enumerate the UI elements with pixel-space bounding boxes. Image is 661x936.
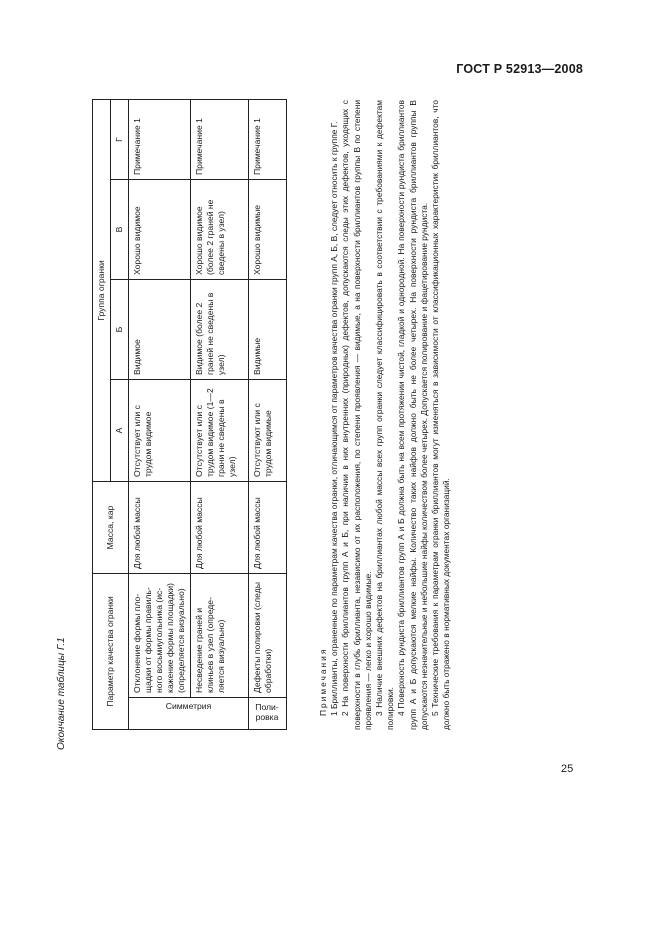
group-a-cell: Отсутствуют или с трудом видимые xyxy=(249,380,287,482)
mass-cell: Для любой массы xyxy=(249,482,287,574)
group-c-cell: Хорошо видимое xyxy=(129,180,191,280)
param-cell: Несведение граней и клиньев в узел (опреде-ляется визуально) xyxy=(191,574,249,698)
group-d-cell: Примечание 1 xyxy=(191,99,249,179)
notes-block xyxy=(318,100,452,730)
page-number: 25 xyxy=(561,763,574,775)
mass-cell: Для любой массы xyxy=(191,482,249,574)
category-symmetry: Симметрия xyxy=(129,698,249,730)
quality-table xyxy=(92,99,287,730)
group-b-cell: Видимые xyxy=(249,280,287,380)
group-a-cell: Отсутствует или с трудом видимое xyxy=(129,380,191,482)
group-c-header: В xyxy=(111,180,129,280)
group-d-header: Г xyxy=(111,99,129,179)
rotated-content xyxy=(56,95,452,750)
group-b-cell: Видимое xyxy=(129,280,191,380)
note-item: 5 Технические требования к параметрам огранки бриллиантов могут изменяться в зависимости от классификационных характеристик бриллиантов, что должно быть отражено в нормативных документах организаций. xyxy=(430,100,452,730)
param-cell: Отклонение формы пло-щадки от формы правиль-ного восьмиугольника (ис-кажение формы площадки) (определяется визуально) xyxy=(129,574,191,698)
table-row xyxy=(129,99,191,729)
group-c-cell: Хорошо видимые xyxy=(249,180,287,280)
category-polish: Поли-ровка xyxy=(249,698,287,730)
table-caption: Окончание таблицы Г.1 xyxy=(56,637,67,750)
notes-title: Примечания xyxy=(318,647,328,716)
group-b-header: Б xyxy=(111,280,129,380)
note-item: 3 Наличие внешних дефектов на бриллиантах любой массы всех групп огранки следует классифицировать в соответствии с требованиями к дефектам полировки. xyxy=(374,100,396,730)
table-row xyxy=(249,99,287,729)
note-item: 2 На поверхности бриллиантов групп А и Б, при наличии в них внутренних (природных) дефектов, допускаются следы этих дефектов, уходящих с поверхности в глубь бриллианта, независимо от их расположения, по степени проявления — видимые, а на поверхности бриллиантов группы В по степени проявления — легко и хорошо видимые. xyxy=(340,100,373,730)
standard-number: ГОСТ Р 52913—2008 xyxy=(456,62,583,76)
group-a-cell: Отсутствует или с трудом видимое (1—2 грани не сведены в узел) xyxy=(191,380,249,482)
group-d-cell: Примечание 1 xyxy=(129,99,191,179)
group-c-cell: Хорошо видимое (более 2 граней не сведены в узел) xyxy=(191,180,249,280)
col-header-mass: Масса, кар xyxy=(93,482,129,574)
header-row-1 xyxy=(93,99,111,729)
group-b-cell: Видимое (более 2 граней не сведены в узел) xyxy=(191,280,249,380)
table-row xyxy=(191,99,249,729)
note-item: 1 Бриллианты, ограненные по параметрам качества огранки, отличающимся от параметров качества огранки групп А, Б, В, следует относить к группе Г. xyxy=(329,121,340,716)
mass-cell: Для любой массы xyxy=(129,482,191,574)
col-header-group: Группа огранки xyxy=(93,99,111,481)
group-d-cell: Примечание 1 xyxy=(249,99,287,179)
group-a-header: А xyxy=(111,380,129,482)
col-header-param: Параметр качества огранки xyxy=(93,574,129,730)
note-item: 4 Поверхность рундиста бриллиантов групп А и Б должна быть на всем протяжении чистой, гладкой и однородной. На поверхности рундиста бриллиантов групп А и Б допускаются мелкие найфы. Количество таких найфов должно быть не более четырех. На поверхности рундиста бриллиантов группы В допускаются незначительные и небольшие найфы количеством более четырех. Допускается полирование и фацетирование рундиста. xyxy=(396,100,429,730)
param-cell: Дефекты полировки (следы обработки) xyxy=(249,574,287,698)
